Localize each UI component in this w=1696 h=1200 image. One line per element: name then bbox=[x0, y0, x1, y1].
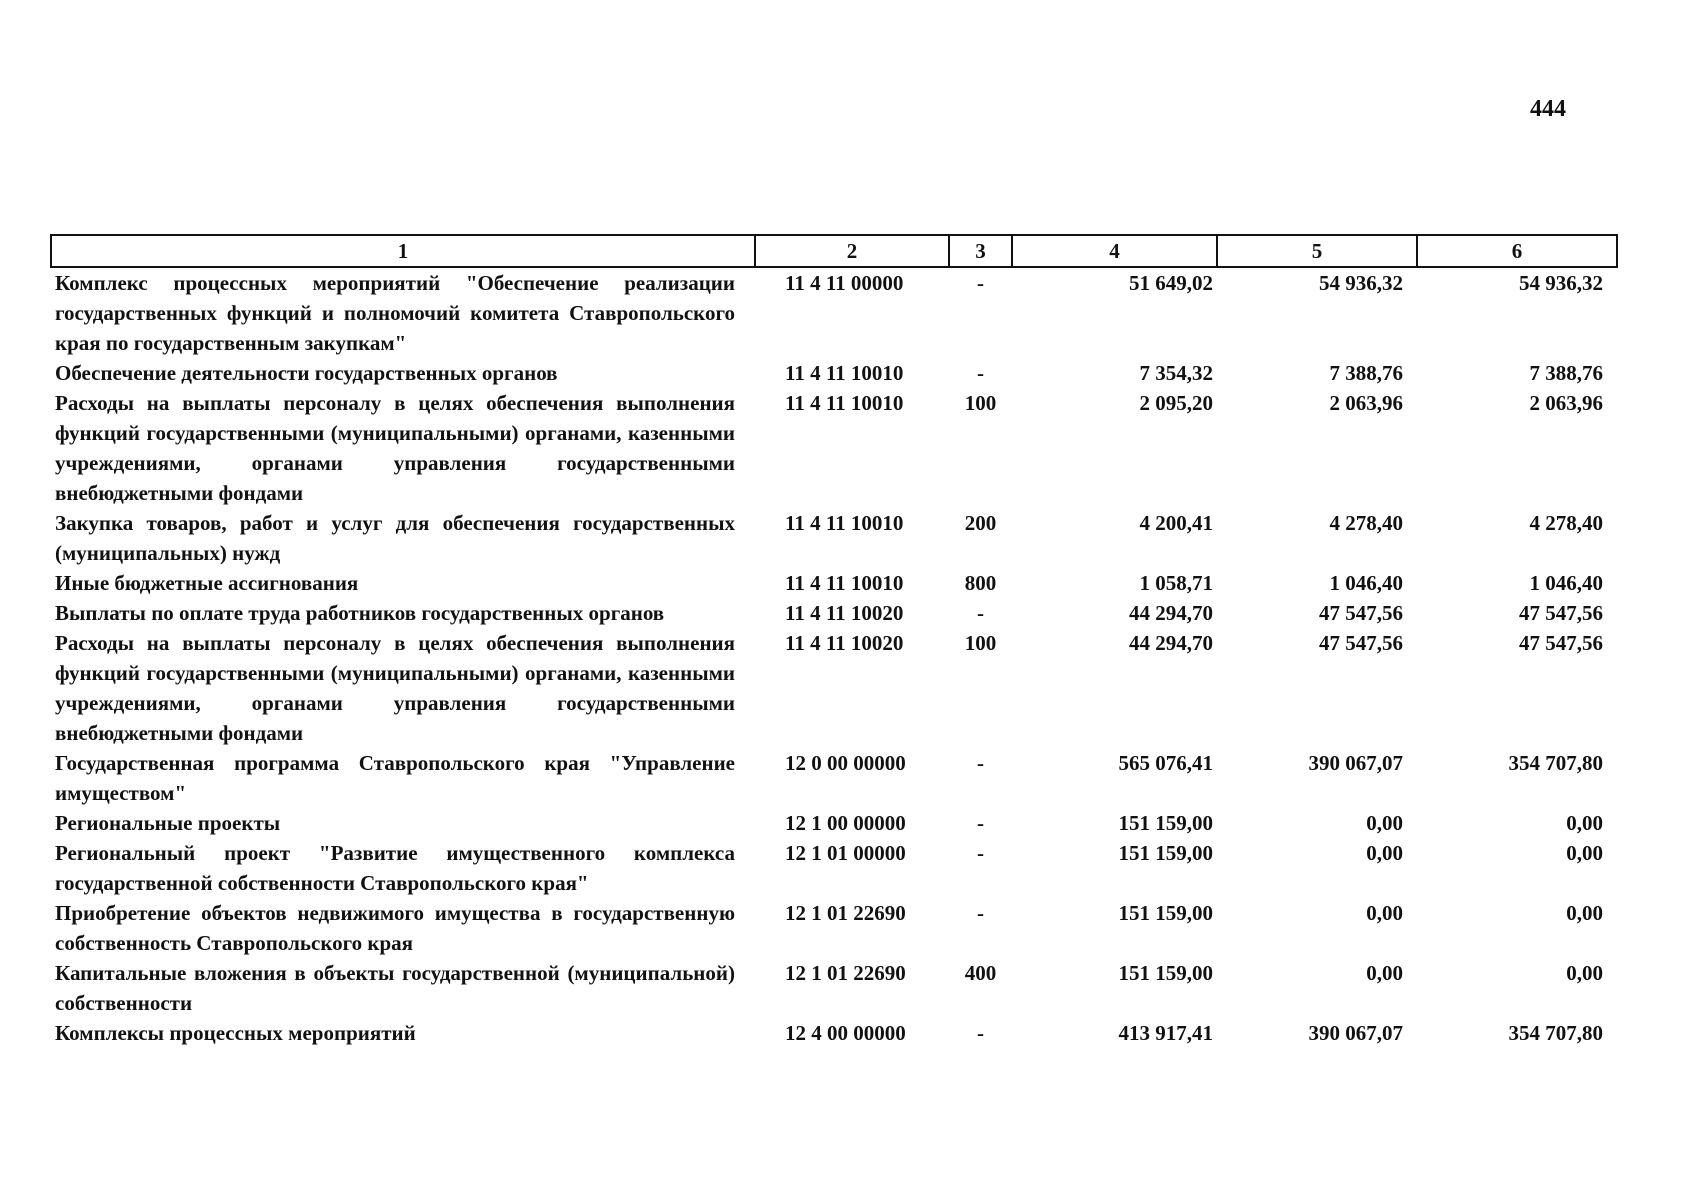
row-value-col-6: 47 547,56 bbox=[1519, 631, 1603, 655]
row-expense-type: - bbox=[977, 811, 984, 835]
row-value-col-4: 151 159,00 bbox=[1118, 841, 1213, 865]
row-value-col-4: 51 649,02 bbox=[1129, 271, 1213, 295]
row-value-col-4: 1 058,71 bbox=[1139, 571, 1213, 595]
row-expense-type: - bbox=[977, 751, 984, 775]
row-value-col-6: 2 063,96 bbox=[1529, 391, 1603, 415]
table-row bbox=[51, 358, 1617, 388]
row-name: Расходы на выплаты персоналу в целях обеспечения выполнения функций государственными (муниципальными) органами, казенными учреждениями, органами управления государственными внебюджетными фондами bbox=[55, 631, 735, 745]
row-code: 11 4 11 10010 bbox=[785, 361, 904, 385]
row-value-col-6: 354 707,80 bbox=[1508, 1021, 1603, 1045]
row-value-col-6: 354 707,80 bbox=[1508, 751, 1603, 775]
row-value-col-6: 4 278,40 bbox=[1529, 511, 1603, 535]
row-value-col-5: 1 046,40 bbox=[1329, 571, 1403, 595]
page-number: 444 bbox=[1530, 96, 1566, 122]
row-value-col-6: 54 936,32 bbox=[1519, 271, 1603, 295]
row-code: 11 4 11 10020 bbox=[785, 631, 904, 655]
row-value-col-4: 151 159,00 bbox=[1118, 901, 1213, 925]
row-name: Приобретение объектов недвижимого имущества в государственную собственность Ставропольского края bbox=[55, 901, 735, 955]
header-col-5: 5 bbox=[1217, 235, 1417, 267]
row-value-col-6: 7 388,76 bbox=[1529, 361, 1603, 385]
row-code: 11 4 11 00000 bbox=[785, 271, 904, 295]
budget-table bbox=[50, 234, 1618, 1048]
row-value-col-5: 0,00 bbox=[1366, 841, 1403, 865]
table-row bbox=[51, 808, 1617, 838]
row-name: Капитальные вложения в объекты государственной (муниципальной) собственности bbox=[55, 961, 735, 1015]
row-name: Региональные проекты bbox=[55, 811, 281, 835]
row-expense-type: 100 bbox=[964, 391, 997, 415]
row-expense-type: 800 bbox=[964, 571, 997, 595]
row-expense-type: - bbox=[977, 841, 984, 865]
row-code: 11 4 11 10010 bbox=[785, 391, 904, 415]
row-code: 12 0 00 00000 bbox=[785, 751, 906, 775]
table-row bbox=[51, 598, 1617, 628]
table-header bbox=[51, 235, 1617, 267]
row-value-col-5: 7 388,76 bbox=[1329, 361, 1403, 385]
row-name: Расходы на выплаты персоналу в целях обеспечения выполнения функций государственными (муниципальными) органами, казенными учреждениями, органами управления государственными внебюджетными фондами bbox=[55, 391, 735, 505]
row-name: Региональный проект "Развитие имущественного комплекса государственной собственности Ставропольского края" bbox=[55, 841, 735, 895]
row-expense-type: - bbox=[977, 601, 984, 625]
table-row bbox=[51, 898, 1617, 958]
header-col-1: 1 bbox=[51, 235, 755, 267]
row-value-col-6: 0,00 bbox=[1566, 961, 1603, 985]
row-code: 12 1 00 00000 bbox=[785, 811, 906, 835]
row-value-col-4: 2 095,20 bbox=[1139, 391, 1213, 415]
row-code: 11 4 11 10020 bbox=[785, 601, 904, 625]
row-code: 12 1 01 22690 bbox=[785, 901, 906, 925]
table-row bbox=[51, 267, 1617, 358]
row-value-col-5: 47 547,56 bbox=[1319, 631, 1403, 655]
row-name: Выплаты по оплате труда работников государственных органов bbox=[55, 601, 665, 625]
row-code: 12 1 01 00000 bbox=[785, 841, 906, 865]
row-expense-type: - bbox=[977, 361, 984, 385]
row-name: Закупка товаров, работ и услуг для обеспечения государственных (муниципальных) нужд bbox=[55, 511, 735, 565]
row-expense-type: - bbox=[977, 271, 984, 295]
row-value-col-4: 44 294,70 bbox=[1129, 601, 1213, 625]
table-row bbox=[51, 568, 1617, 598]
row-name: Комплексы процессных мероприятий bbox=[55, 1021, 416, 1045]
row-value-col-5: 2 063,96 bbox=[1329, 391, 1403, 415]
row-name: Комплекс процессных мероприятий "Обеспечение реализации государственных функций и полномочий комитета Ставропольского края по государственным закупкам" bbox=[55, 271, 735, 355]
row-value-col-5: 54 936,32 bbox=[1319, 271, 1403, 295]
table-row bbox=[51, 388, 1617, 508]
row-expense-type: 100 bbox=[964, 631, 997, 655]
row-value-col-6: 0,00 bbox=[1566, 901, 1603, 925]
table-row bbox=[51, 508, 1617, 568]
header-col-6: 6 bbox=[1417, 235, 1617, 267]
table-row bbox=[51, 1018, 1617, 1048]
row-code: 12 1 01 22690 bbox=[785, 961, 906, 985]
table-row bbox=[51, 628, 1617, 748]
row-value-col-5: 0,00 bbox=[1366, 901, 1403, 925]
row-expense-type: 400 bbox=[964, 961, 997, 985]
table-row bbox=[51, 958, 1617, 1018]
row-name: Государственная программа Ставропольского края "Управление имуществом" bbox=[55, 751, 735, 805]
header-col-2: 2 bbox=[755, 235, 949, 267]
row-value-col-4: 413 917,41 bbox=[1118, 1021, 1213, 1045]
row-name: Обеспечение деятельности государственных органов bbox=[55, 361, 558, 385]
row-name: Иные бюджетные ассигнования bbox=[55, 571, 359, 595]
header-col-3: 3 bbox=[949, 235, 1012, 267]
row-value-col-4: 4 200,41 bbox=[1139, 511, 1213, 535]
row-value-col-5: 4 278,40 bbox=[1329, 511, 1403, 535]
row-code: 11 4 11 10010 bbox=[785, 511, 904, 535]
row-expense-type: 200 bbox=[964, 511, 997, 535]
table-row bbox=[51, 838, 1617, 898]
row-value-col-4: 565 076,41 bbox=[1118, 751, 1213, 775]
header-col-4: 4 bbox=[1012, 235, 1217, 267]
row-value-col-4: 151 159,00 bbox=[1118, 811, 1213, 835]
row-value-col-5: 47 547,56 bbox=[1319, 601, 1403, 625]
row-value-col-6: 0,00 bbox=[1566, 811, 1603, 835]
row-value-col-4: 7 354,32 bbox=[1139, 361, 1213, 385]
row-value-col-5: 0,00 bbox=[1366, 961, 1403, 985]
row-value-col-5: 390 067,07 bbox=[1308, 751, 1403, 775]
header-row bbox=[51, 235, 1617, 267]
row-value-col-4: 44 294,70 bbox=[1129, 631, 1213, 655]
row-expense-type: - bbox=[977, 901, 984, 925]
row-value-col-6: 47 547,56 bbox=[1519, 601, 1603, 625]
table-body bbox=[51, 267, 1617, 1048]
row-expense-type: - bbox=[977, 1021, 984, 1045]
row-value-col-5: 0,00 bbox=[1366, 811, 1403, 835]
row-value-col-6: 0,00 bbox=[1566, 841, 1603, 865]
row-value-col-4: 151 159,00 bbox=[1118, 961, 1213, 985]
row-value-col-6: 1 046,40 bbox=[1529, 571, 1603, 595]
row-code: 12 4 00 00000 bbox=[785, 1021, 906, 1045]
row-code: 11 4 11 10010 bbox=[785, 571, 904, 595]
table-row bbox=[51, 748, 1617, 808]
row-value-col-5: 390 067,07 bbox=[1308, 1021, 1403, 1045]
